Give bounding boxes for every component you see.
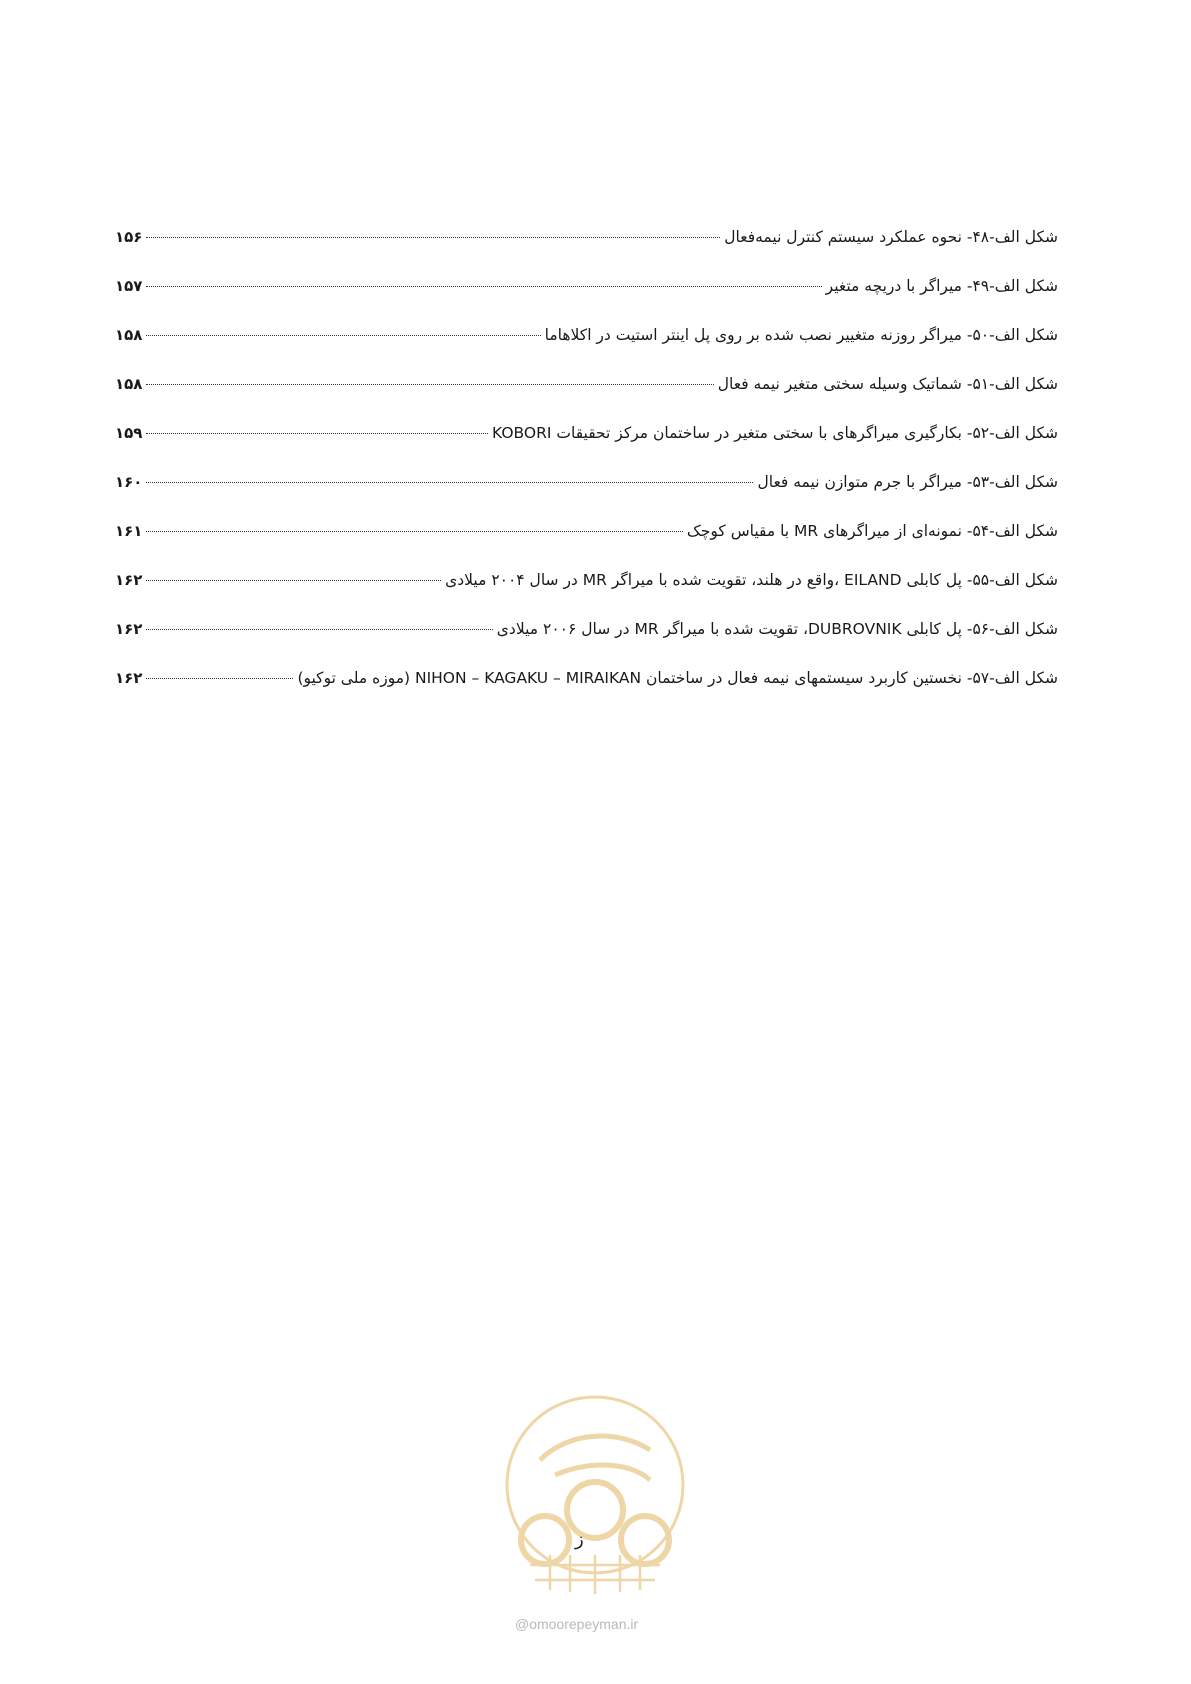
toc-entry[interactable] [115, 522, 1058, 571]
toc-entry-title: شکل الف-۴۹- میراگر با دریچه متغیر [825, 277, 1058, 295]
toc-entry[interactable] [115, 620, 1058, 669]
toc-entry-title: شکل الف-۵۴- نمونه‌ای از میراگرهای MR با مقیاس کوچک [686, 522, 1058, 540]
toc-entry-page: ۱۶۱ [115, 522, 143, 540]
toc-dot-leader [146, 335, 540, 336]
toc-entry-title: شکل الف-۵۳- میراگر با جرم متوازن نیمه فعال [757, 473, 1058, 491]
toc-entry[interactable] [115, 424, 1058, 473]
toc-entry-title: شکل الف-۵۵- پل کابلی EILAND ،واقع در هلند، تقویت شده با میراگر MR در سال ۲۰۰۴ میلادی [445, 571, 1058, 589]
toc-entry-page: ۱۶۰ [115, 473, 143, 491]
toc-entry-page: ۱۶۲ [115, 571, 143, 589]
toc-entry[interactable] [115, 473, 1058, 522]
toc-dot-leader [146, 580, 441, 581]
toc-entry-page: ۱۵۸ [115, 326, 143, 344]
page-number: ز [575, 1529, 584, 1550]
toc-dot-leader [146, 629, 492, 630]
toc-entry[interactable] [115, 669, 1058, 718]
toc-entry[interactable] [115, 375, 1058, 424]
toc-dot-leader [146, 531, 682, 532]
toc-dot-leader [146, 433, 488, 434]
list-of-figures [115, 228, 1058, 718]
toc-dot-leader [146, 384, 713, 385]
toc-entry-title: شکل الف-۵۲- بکارگیری میراگرهای با سختی متغیر در ساختمان مرکز تحقیقات KOBORI [492, 424, 1058, 442]
toc-entry-page: ۱۵۸ [115, 375, 143, 393]
toc-entry-title: شکل الف-۵۱- شماتیک وسیله سختی متغیر نیمه فعال [717, 375, 1058, 393]
watermark-logo-icon [500, 1390, 690, 1600]
watermark-url: @omoorepeyman.ir [515, 1616, 639, 1632]
toc-entry[interactable] [115, 571, 1058, 620]
toc-entry-title: شکل الف-۴۸- نحوه عملکرد سیستم کنترل نیمه‌فعال [724, 228, 1058, 246]
toc-dot-leader [146, 678, 293, 679]
toc-entry[interactable] [115, 228, 1058, 277]
toc-entry-title: شکل الف-۵۰- میراگر روزنه متغییر نصب شده بر روی پل اینتر استیت در اکلاهاما [544, 326, 1058, 344]
toc-entry-page: ۱۵۷ [115, 277, 143, 295]
toc-entry[interactable] [115, 277, 1058, 326]
toc-dot-leader [146, 237, 720, 238]
toc-entry-page: ۱۶۲ [115, 620, 143, 638]
toc-entry-title: شکل الف-۵۷- نخستین کاربرد سیستمهای نیمه فعال در ساختمان NIHON – KAGAKU – MIRAIKAN (موزه ملی توکیو) [297, 669, 1058, 687]
toc-entry-page: ۱۵۶ [115, 228, 143, 246]
toc-entry-page: ۱۵۹ [115, 424, 143, 442]
toc-entry-title: شکل الف-۵۶- پل کابلی DUBROVNIK، تقویت شده با میراگر MR در سال ۲۰۰۶ میلادی [496, 620, 1058, 638]
toc-entry-page: ۱۶۲ [115, 669, 143, 687]
toc-dot-leader [146, 482, 753, 483]
toc-dot-leader [146, 286, 821, 287]
toc-entry[interactable] [115, 326, 1058, 375]
